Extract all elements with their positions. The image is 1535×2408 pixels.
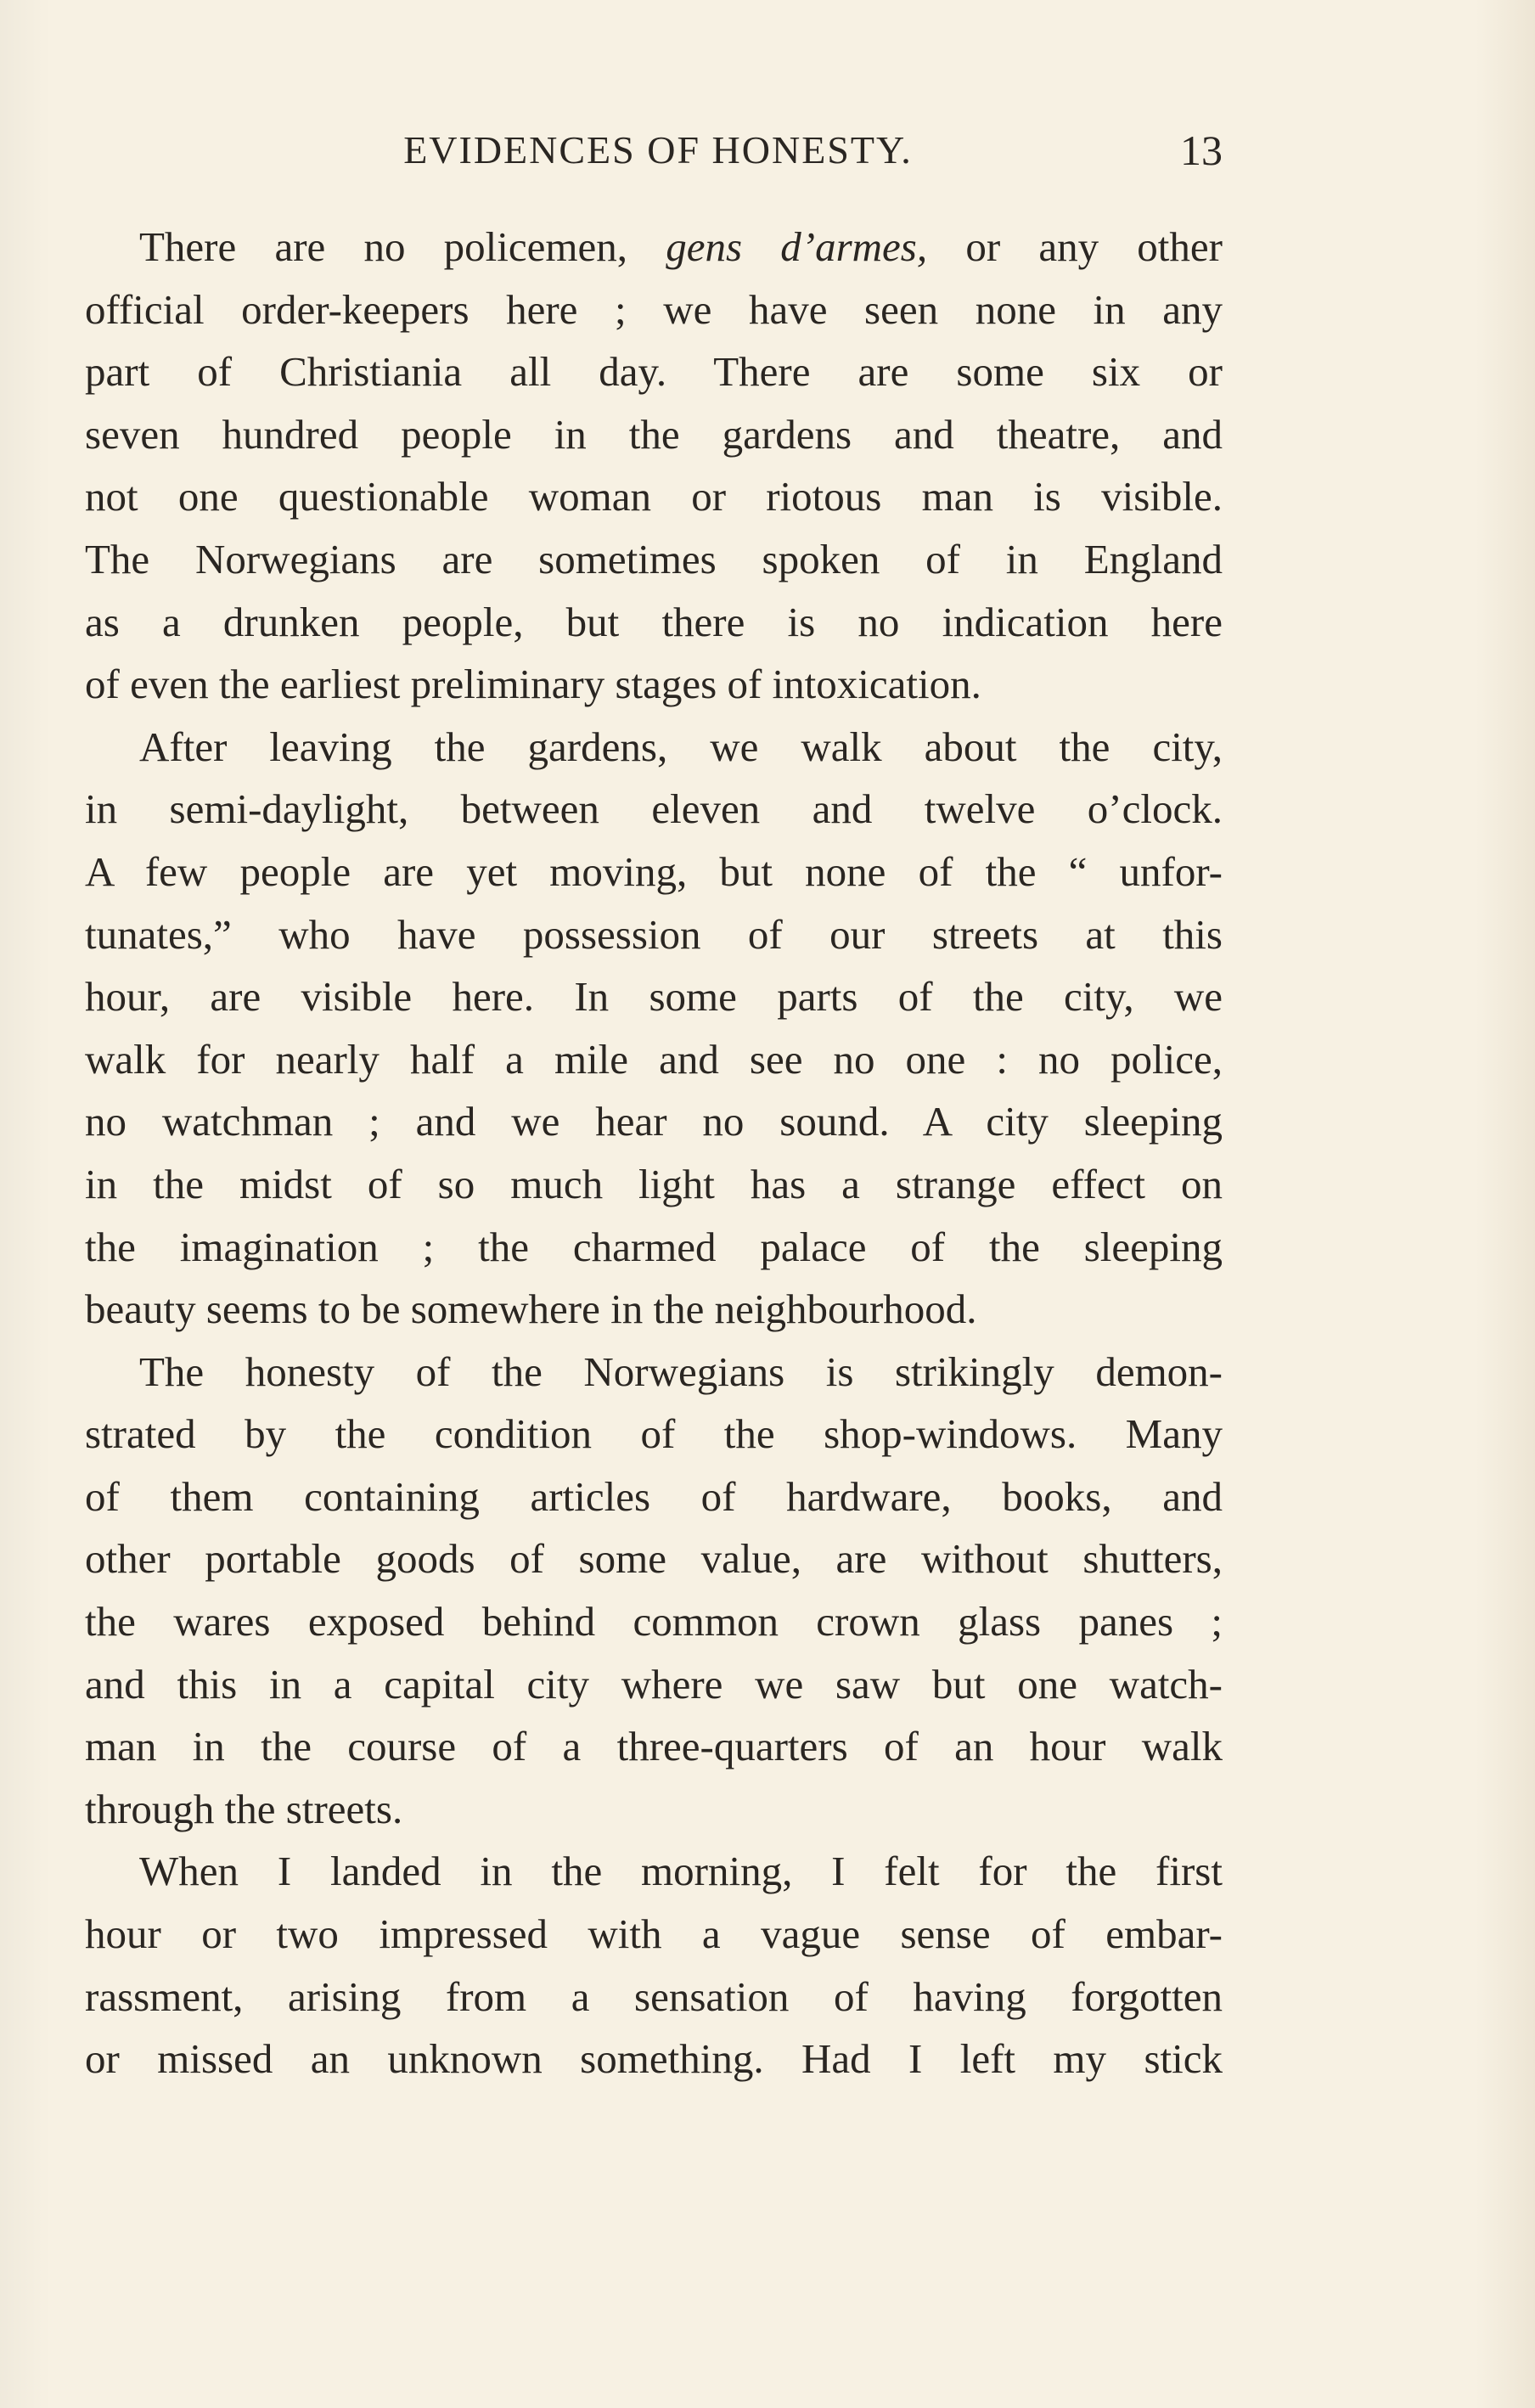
text-line: or missed an unknown something. Had I left my stick [85,2035,1223,2083]
text-line: man in the course of a three-quarters of an hour walk [85,1723,1223,1770]
text-line: A few people are yet moving, but none of the “ unfor- [85,847,1223,895]
text-line: not one questionable woman or riotous man is visible. [85,473,1223,520]
text-line: strated by the condition of the shop-windows. Many [85,1410,1223,1458]
text-line [85,216,1223,278]
text-line: through the streets. [85,1785,403,1832]
text-run: There are no policemen, [139,223,666,270]
text-line: in semi-daylight, between eleven and twelve o’clock. [85,785,1223,833]
running-head [93,121,1223,180]
text-line: as a drunken people, but there is no indication here [85,598,1223,645]
text-line: The honesty of the Norwegians is strikingly demon- [139,1347,1223,1395]
page-number: 13 [1180,127,1223,174]
italic-phrase: gens d’armes, [666,223,928,270]
text-line: and this in a capital city where we saw but one watch- [85,1660,1223,1708]
text-line: in the midst of so much light has a strange effect on [85,1160,1223,1207]
text-line: tunates,” who have possession of our streets at this [85,910,1223,958]
text-line: When I landed in the morning, I felt for the first [139,1848,1223,1895]
text-line: of them containing articles of hardware, books, and [85,1472,1223,1520]
text-line: seven hundred people in the gardens and theatre, and [85,410,1223,458]
body-text [85,216,1223,2090]
text-line: other portable goods of some value, are without shutters, [85,1535,1223,1583]
text-line: the imagination ; the charmed palace of the sleeping [85,1223,1223,1270]
text-line: of even the earliest preliminary stages of intoxication. [85,661,981,708]
text-line: rassment, arising from a sensation of having forgotten [85,1972,1223,2020]
text-line: After leaving the gardens, we walk about the city, [139,723,1223,770]
text-line: walk for nearly half a mile and see no one : no police, [85,1035,1223,1083]
running-title: EVIDENCES OF HONESTY. [403,128,913,172]
text-line: hour or two impressed with a vague sense of embar- [85,1910,1223,1958]
text-line: official order-keepers here ; we have seen none in any [85,285,1223,333]
text-run: or any other [927,223,1223,270]
text-line: hour, are visible here. In some parts of the city, we [85,973,1223,1021]
text-line: no watchman ; and we hear no sound. A city sleeping [85,1098,1223,1145]
text-line: beauty seems to be somewhere in the neighbourhood. [85,1286,977,1333]
text-line: The Norwegians are sometimes spoken of in England [85,535,1223,582]
text-line: part of Christiania all day. There are some six or [85,348,1223,396]
text-line: the wares exposed behind common crown glass panes ; [85,1598,1223,1646]
